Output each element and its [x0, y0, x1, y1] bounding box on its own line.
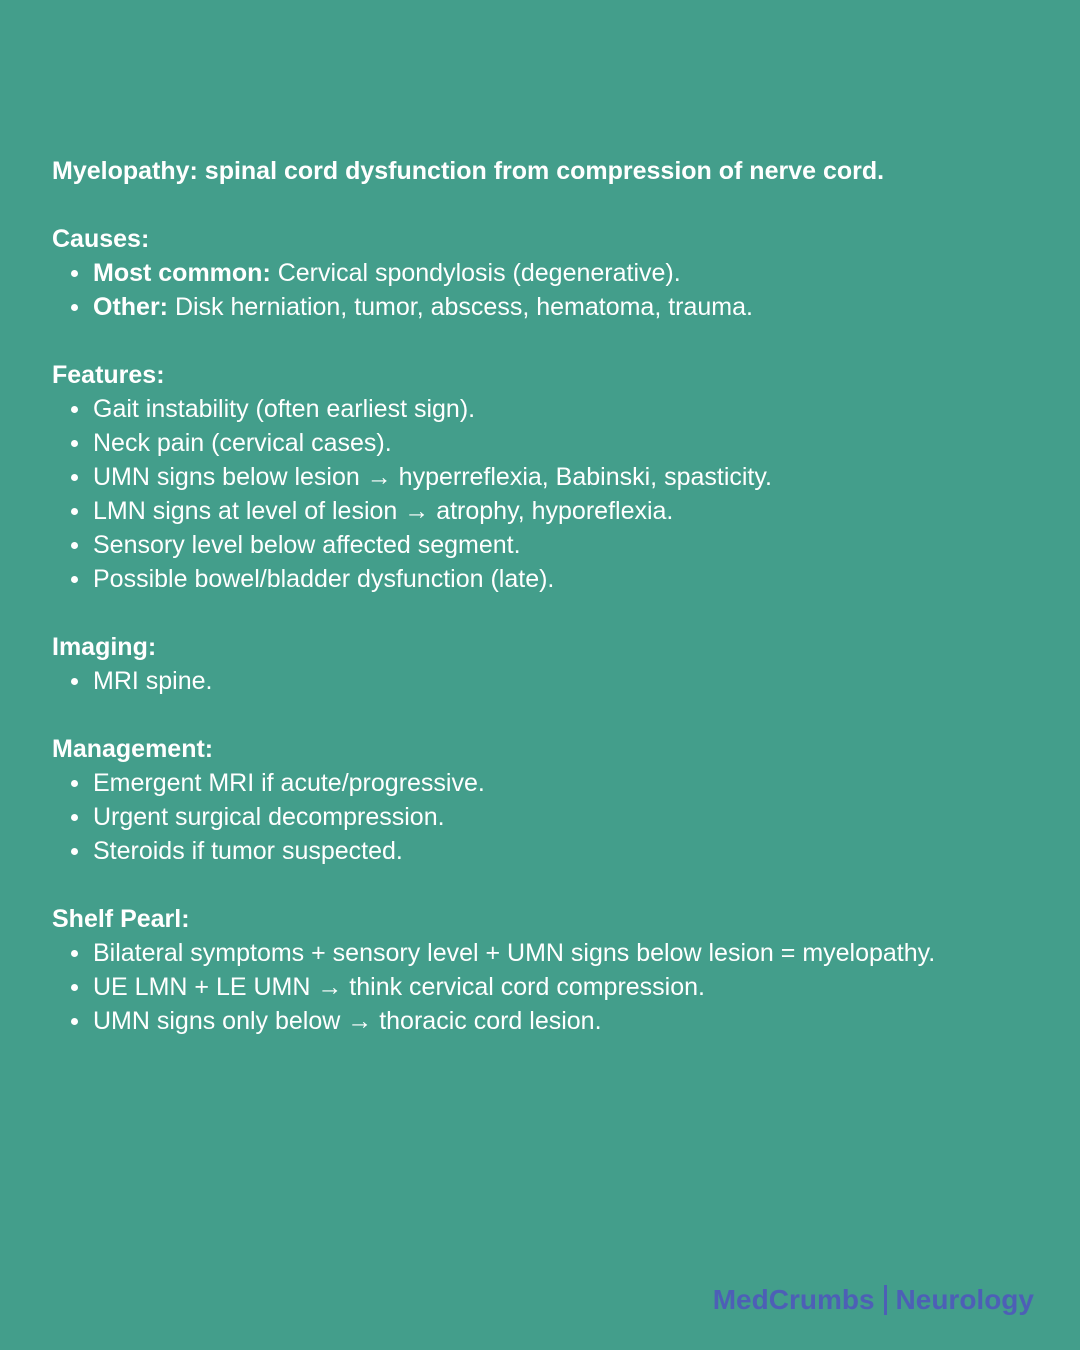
bullet-icon	[71, 440, 78, 447]
bullet-icon	[71, 304, 78, 311]
item-text: UMN signs below lesion → hyperreflexia, Babinski, spasticity.	[93, 463, 772, 491]
brand-topic: Neurology	[895, 1284, 1034, 1315]
imaging-heading: Imaging:	[52, 633, 157, 661]
bullet-icon	[71, 542, 78, 549]
bullet-icon	[71, 270, 78, 277]
list-item	[52, 664, 1052, 698]
bullet-icon	[71, 848, 78, 855]
bullet-icon	[71, 814, 78, 821]
item-label: Other:	[93, 293, 168, 321]
list-item	[52, 766, 1052, 800]
bullet-icon	[71, 576, 78, 583]
list-item	[52, 970, 1052, 1004]
bullet-icon	[71, 508, 78, 515]
bullet-icon	[71, 950, 78, 957]
item-text: Disk herniation, tumor, abscess, hematoma, trauma.	[168, 293, 753, 321]
content	[52, 154, 1052, 1038]
features-heading: Features:	[52, 361, 165, 389]
features-section	[52, 358, 1052, 596]
item-text: LMN signs at level of lesion → atrophy, hyporeflexia.	[93, 497, 674, 525]
list-item	[52, 392, 1052, 426]
shelf-pearl-heading: Shelf Pearl:	[52, 905, 190, 933]
bullet-icon	[71, 1018, 78, 1025]
list-item	[52, 562, 1052, 596]
list-item	[52, 528, 1052, 562]
list-item	[52, 1004, 1052, 1038]
shelf-pearl-section	[52, 902, 1052, 1038]
bullet-icon	[71, 474, 78, 481]
item-text: Urgent surgical decompression.	[93, 803, 445, 831]
list-item	[52, 256, 1052, 290]
page-title: Myelopathy: spinal cord dysfunction from compression of nerve cord.	[52, 157, 885, 185]
item-text: Bilateral symptoms + sensory level + UMN signs below lesion = myelopathy.	[93, 939, 936, 967]
causes-heading: Causes:	[52, 225, 150, 253]
item-text: Possible bowel/bladder dysfunction (late).	[93, 565, 555, 593]
brand-footer	[713, 1282, 1034, 1318]
imaging-list	[52, 664, 1052, 698]
imaging-section	[52, 630, 1052, 698]
item-text: Sensory level below affected segment.	[93, 531, 521, 559]
list-item	[52, 936, 1052, 970]
brand-name: MedCrumbs	[712, 1284, 875, 1315]
list-item	[52, 426, 1052, 460]
item-text: Gait instability (often earliest sign).	[93, 395, 476, 423]
features-list	[52, 392, 1052, 596]
item-text: UE LMN + LE UMN → think cervical cord compression.	[93, 973, 705, 1001]
item-text: Cervical spondylosis (degenerative).	[270, 259, 681, 287]
list-item	[52, 290, 1052, 324]
bullet-icon	[71, 780, 78, 787]
item-text: MRI spine.	[93, 667, 213, 695]
bullet-icon	[71, 406, 78, 413]
item-text: UMN signs only below → thoracic cord lesion.	[93, 1007, 602, 1035]
divider	[884, 1285, 887, 1315]
list-item	[52, 494, 1052, 528]
list-item	[52, 834, 1052, 868]
item-text: Emergent MRI if acute/progressive.	[93, 769, 485, 797]
item-label: Most common:	[93, 259, 271, 287]
management-heading: Management:	[52, 735, 214, 763]
bullet-icon	[71, 984, 78, 991]
shelf-pearl-list	[52, 936, 1052, 1038]
list-item	[52, 460, 1052, 494]
management-list	[52, 766, 1052, 868]
item-text: Neck pain (cervical cases).	[93, 429, 392, 457]
list-item	[52, 800, 1052, 834]
causes-list	[52, 256, 1052, 324]
item-text: Steroids if tumor suspected.	[93, 837, 403, 865]
causes-section	[52, 222, 1052, 324]
management-section	[52, 732, 1052, 868]
bullet-icon	[71, 678, 78, 685]
